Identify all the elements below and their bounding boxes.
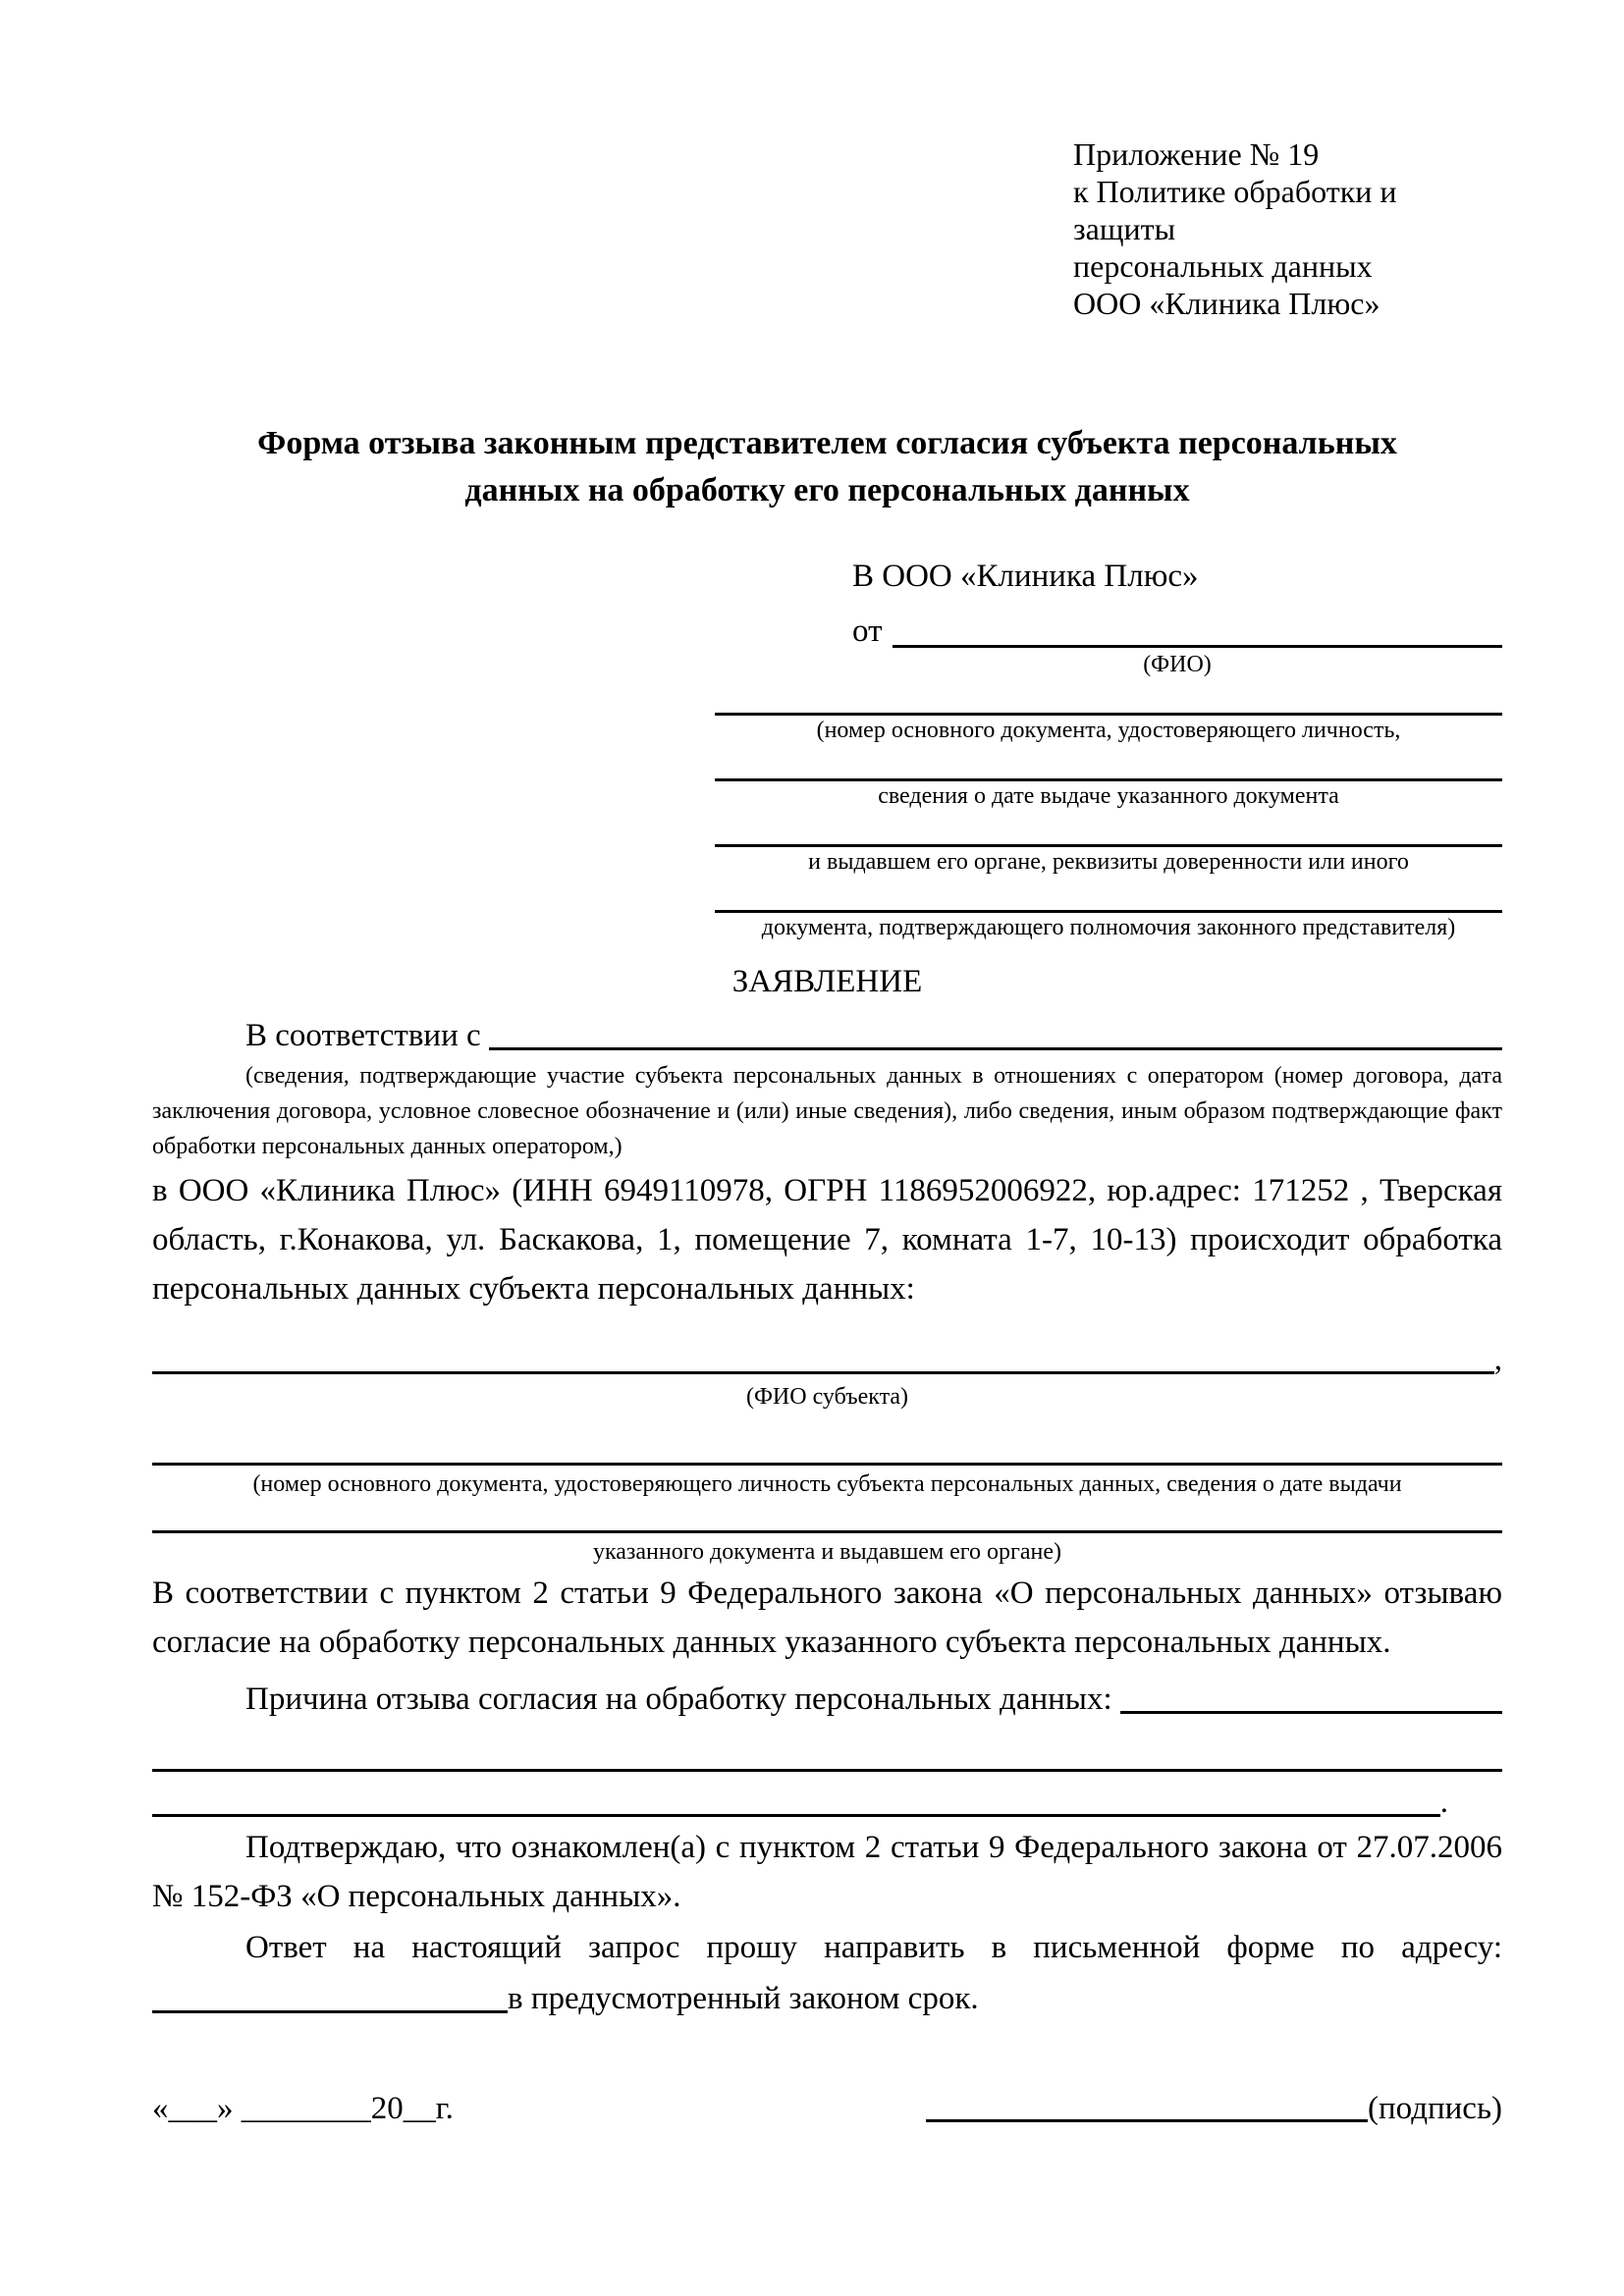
fio-blank-line: [893, 645, 1503, 648]
reason-prefix: Причина отзыва согласия на обработку персональных данных:: [245, 1682, 1112, 1717]
intro-row: [152, 1009, 1502, 1054]
document-number-caption: (номер основного документа, удостоверяющего личность,: [816, 718, 1401, 743]
reply-paragraph: Ответ на настоящий запрос прошу направить в письменной форме по адресу:: [245, 1930, 1502, 1965]
subject-document-caption: (номер основного документа, удостоверяющего личность субъекта персональных данных, сведения о дате выдачи: [252, 1471, 1402, 1497]
reason-row: [152, 1673, 1502, 1718]
signature-caption: (подпись): [1368, 2091, 1502, 2126]
appendix-policy-line2: персональных данных: [1073, 248, 1373, 284]
representative-authority-caption: документа, подтверждающего полномочия законного представителя): [761, 915, 1456, 940]
reason-continuation-line-2: [152, 1814, 1440, 1817]
reason-continuation-line: [152, 1769, 1502, 1772]
reply-address-blank-line: [152, 2010, 508, 2013]
reply-address-row: [152, 1972, 1502, 2017]
addressee-from-row: [715, 607, 1502, 650]
fio-caption: (ФИО): [1143, 652, 1212, 677]
reason-blank-line: [1120, 1711, 1502, 1714]
appendix-number-line: Приложение № 19: [1073, 136, 1320, 172]
addressee-to: В ООО «Клиника Плюс»: [852, 559, 1199, 594]
operator-paragraph: в ООО «Клиника Плюс» (ИНН 6949110978, ОГРН 1186952006922, юр.адрес: 171252 , Тверская область, г.Конакова, ул. Баскакова, 1, помещение 7, комната 1-7, 10-13) происходит обработка персональных данных субъекта персональных данных:: [152, 1173, 1502, 1307]
reason-continuation-row-2: [152, 1785, 1502, 1821]
appendix-policy-line: к Политике обработки и защиты: [1073, 174, 1397, 246]
reply-suffix: в предусмотренный законом срок.: [508, 1981, 979, 2016]
appendix-header: [1073, 135, 1502, 322]
form-title: Форма отзыва законным представителем согласия субъекта персональных данных на обработку его персональных данных: [257, 425, 1397, 508]
intro-note: (сведения, подтверждающие участие субъекта персональных данных в отношениях с оператором (номер договора, дата заключения договора, условное словесное обозначение и (или) иные сведения), либо сведения, иным образом подтверждающие факт обработки персональных данных оператором,): [152, 1063, 1502, 1159]
from-label: от: [852, 614, 883, 649]
subject-fio-blank-row: [152, 1342, 1502, 1378]
intro-prefix: В соответствии с: [245, 1018, 481, 1053]
intro-blank-line: [489, 1047, 1502, 1050]
issuing-authority-caption: и выдавшем его органе, реквизиты доверенности или иного: [808, 849, 1409, 875]
withdraw-paragraph: В соответствии с пунктом 2 статьи 9 Федерального закона «О персональных данных» отзываю согласие на обработку персональных данных указанного субъекта персональных данных.: [152, 1575, 1502, 1660]
subject-document-blank-line: [152, 1463, 1502, 1466]
signature-blank-line: [926, 2119, 1368, 2122]
subject-document-caption-2: указанного документа и выдавшем его органе): [592, 1539, 1062, 1565]
statement-heading: ЗАЯВЛЕНИЕ: [731, 964, 923, 999]
signature-row: [152, 2082, 1502, 2127]
issue-date-caption: сведения о дате выдаче указанного документа: [878, 783, 1339, 809]
trailing-comma: ,: [1493, 1342, 1502, 1377]
appendix-company-line: ООО «Клиника Плюс»: [1073, 286, 1380, 321]
confirm-paragraph: Подтверждаю, что ознакомлен(а) с пунктом 2 статьи 9 Федерального закона от 27.07.2006 № 152-ФЗ «О персональных данных».: [152, 1830, 1502, 1914]
addressee-block: [715, 554, 1502, 942]
subject-document-blank-line-2: [152, 1530, 1502, 1533]
signature-area: [926, 2091, 1502, 2127]
trailing-period: .: [1439, 1785, 1448, 1820]
subject-fio-caption: (ФИО субъекта): [745, 1384, 909, 1410]
subject-fio-blank-line: [152, 1371, 1494, 1374]
date-blank: «___» ________20__г.: [152, 2091, 454, 2126]
